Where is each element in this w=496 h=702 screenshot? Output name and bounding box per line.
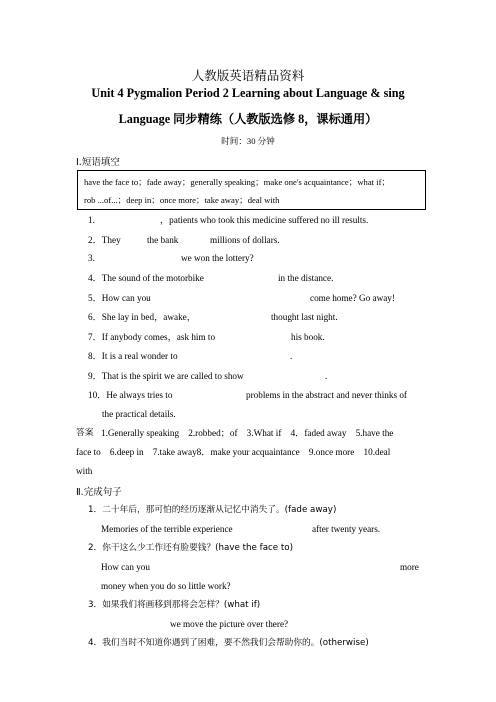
section2-heading: Ⅱ.完成句子	[76, 487, 122, 498]
item-2-number: 2．They	[88, 235, 121, 245]
item-5-start: 5．How can you	[88, 293, 151, 303]
item-5-text: come home? Go away!	[310, 293, 395, 303]
item-3-text: we won the lottery?	[181, 253, 254, 263]
word-bank-box	[77, 170, 426, 210]
item-2-mid: the bank	[147, 235, 179, 245]
s2-item-4-cn: 4．我们当时不知道你遇到了困难，要不然我们会帮助你的。(otherwise)	[88, 638, 369, 648]
answer-line3: with	[76, 466, 93, 476]
title-en-line1: Unit 4 Pygmalion Period 2 Learning about Language & sing	[91, 86, 405, 100]
word-bank-line2: rob ...of...；deep in；once more；take away；deal with	[84, 195, 280, 205]
item-9-start: 9．That is the spirit we are called to show	[88, 371, 244, 381]
s2-item-2-en-c: money when you do so little work?	[101, 581, 231, 591]
section1-heading: Ⅰ.短语填空	[76, 157, 120, 168]
word-bank-line1: have the face to；fade away；generally speaking；make one's acquaintance；what if；	[84, 177, 391, 187]
answer-label: 答案	[76, 428, 94, 438]
s2-item-2-en-b: more	[400, 562, 419, 572]
item-7-text: his book.	[291, 332, 325, 342]
answer-line2: face to 6.deep in 7.take away8．make your acquaintance 9.once more 10.deal	[76, 447, 391, 457]
s2-item-3-cn: 3．如果我们将画移到那将会怎样？(what if)	[88, 600, 261, 610]
answer-line1: 1.Generally speaking 2.robbed；of 3.What if 4．faded away 5.have the	[101, 428, 394, 438]
s2-item-2-en-a: How can you	[101, 562, 150, 572]
item-3-number: 3.	[88, 253, 95, 263]
item-6-text: thought last night.	[271, 312, 338, 322]
s2-item-3-en-a: we move the picture over there?	[170, 619, 289, 629]
s2-item-1-en-b: after twenty years.	[312, 524, 381, 534]
item-10-start: 10．He always tries to	[88, 390, 173, 400]
item-10-cont: the practical details.	[102, 409, 176, 419]
item-10-text: problems in the abstract and never thinks of	[246, 390, 407, 400]
item-4-text: in the distance.	[278, 273, 334, 283]
item-7-start: 7．If anybody comes，ask him to	[88, 332, 216, 342]
s2-item-2-cn: 2．你干这么少工作还有脸要钱？(have the face to)	[88, 543, 294, 553]
title-en-line2: Language 同步精练（人教版选修 8，课标通用）	[118, 112, 378, 126]
item-6-start: 6．She lay in bed，awake，	[88, 312, 196, 322]
item-1-text: ，patients who took this medicine suffered no ill results.	[160, 215, 369, 225]
title-cn: 人教版英语精品资料	[191, 68, 305, 83]
item-2-end: millions of dollars.	[210, 235, 280, 245]
time-limit: 时间：30 分钟	[221, 136, 275, 146]
item-9-text: .	[325, 371, 328, 381]
item-4-start: 4．The sound of the motorbike	[88, 273, 204, 283]
s2-item-1-cn: 1．二十年后，那可怕的经历逐渐从记忆中消失了。(fade away)	[88, 505, 337, 515]
item-8-text: .	[290, 351, 293, 361]
item-8-start: 8．It is a real wonder to	[88, 351, 178, 361]
s2-item-1-en-a: Memories of the terrible experience	[101, 524, 233, 534]
item-1-number: 1.	[88, 215, 95, 225]
